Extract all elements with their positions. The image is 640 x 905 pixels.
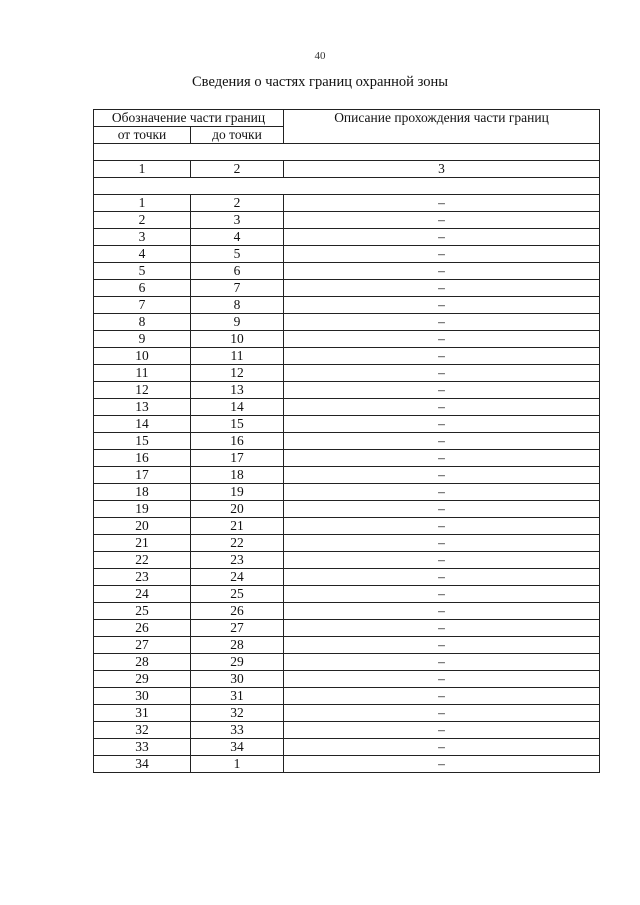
table-row: [94, 450, 600, 467]
description-cell: –: [284, 246, 600, 263]
to-point-cell: 2: [191, 195, 284, 212]
to-point-cell: 12: [191, 365, 284, 382]
to-point-cell: 23: [191, 552, 284, 569]
spacer-cell: [94, 144, 600, 161]
description-cell: –: [284, 212, 600, 229]
table-row: [94, 399, 600, 416]
table-row: [94, 637, 600, 654]
to-point-cell: 1: [191, 756, 284, 773]
from-point-cell: 16: [94, 450, 191, 467]
description-cell: –: [284, 654, 600, 671]
table-row: [94, 535, 600, 552]
table-row: [94, 263, 600, 280]
table-row: [94, 671, 600, 688]
spacer-row: [94, 144, 600, 161]
table-row: [94, 756, 600, 773]
from-point-cell: 7: [94, 297, 191, 314]
description-cell: –: [284, 314, 600, 331]
to-point-cell: 11: [191, 348, 284, 365]
table-row: [94, 467, 600, 484]
description-cell: –: [284, 739, 600, 756]
boundary-parts-table: [93, 109, 600, 773]
from-point-cell: 3: [94, 229, 191, 246]
to-point-cell: 5: [191, 246, 284, 263]
to-point-cell: 18: [191, 467, 284, 484]
description-cell: –: [284, 331, 600, 348]
to-point-cell: 4: [191, 229, 284, 246]
from-point-cell: 28: [94, 654, 191, 671]
header-to-point: до точки: [191, 127, 284, 144]
to-point-cell: 25: [191, 586, 284, 603]
from-point-cell: 22: [94, 552, 191, 569]
table-row: [94, 433, 600, 450]
description-cell: –: [284, 501, 600, 518]
header-description: Описание прохождения части границ: [284, 110, 600, 144]
table-row: [94, 365, 600, 382]
from-point-cell: 20: [94, 518, 191, 535]
description-cell: –: [284, 756, 600, 773]
to-point-cell: 16: [191, 433, 284, 450]
from-point-cell: 10: [94, 348, 191, 365]
from-point-cell: 29: [94, 671, 191, 688]
table-row: [94, 195, 600, 212]
from-point-cell: 31: [94, 705, 191, 722]
from-point-cell: 33: [94, 739, 191, 756]
from-point-cell: 32: [94, 722, 191, 739]
description-cell: –: [284, 688, 600, 705]
table-row: [94, 348, 600, 365]
description-cell: –: [284, 603, 600, 620]
from-point-cell: 18: [94, 484, 191, 501]
to-point-cell: 31: [191, 688, 284, 705]
description-cell: –: [284, 518, 600, 535]
table-row: [94, 739, 600, 756]
description-cell: –: [284, 195, 600, 212]
table-row: [94, 603, 600, 620]
to-point-cell: 15: [191, 416, 284, 433]
to-point-cell: 13: [191, 382, 284, 399]
from-point-cell: 6: [94, 280, 191, 297]
from-point-cell: 12: [94, 382, 191, 399]
table-row: [94, 416, 600, 433]
table-row: [94, 501, 600, 518]
from-point-cell: 27: [94, 637, 191, 654]
table-row: [94, 297, 600, 314]
table-row: [94, 688, 600, 705]
from-point-cell: 1: [94, 195, 191, 212]
gap-cell: [94, 178, 600, 195]
description-cell: –: [284, 433, 600, 450]
to-point-cell: 34: [191, 739, 284, 756]
to-point-cell: 9: [191, 314, 284, 331]
to-point-cell: 8: [191, 297, 284, 314]
to-point-cell: 10: [191, 331, 284, 348]
to-point-cell: 6: [191, 263, 284, 280]
from-point-cell: 21: [94, 535, 191, 552]
description-cell: –: [284, 450, 600, 467]
from-point-cell: 25: [94, 603, 191, 620]
description-cell: –: [284, 229, 600, 246]
table-row: [94, 382, 600, 399]
from-point-cell: 15: [94, 433, 191, 450]
description-cell: –: [284, 705, 600, 722]
to-point-cell: 3: [191, 212, 284, 229]
to-point-cell: 14: [191, 399, 284, 416]
table-row: [94, 246, 600, 263]
from-point-cell: 23: [94, 569, 191, 586]
from-point-cell: 17: [94, 467, 191, 484]
table-row: [94, 212, 600, 229]
from-point-cell: 8: [94, 314, 191, 331]
table-row: [94, 722, 600, 739]
to-point-cell: 19: [191, 484, 284, 501]
table-row: [94, 620, 600, 637]
table-row: [94, 331, 600, 348]
from-point-cell: 11: [94, 365, 191, 382]
description-cell: –: [284, 365, 600, 382]
to-point-cell: 30: [191, 671, 284, 688]
from-point-cell: 13: [94, 399, 191, 416]
to-point-cell: 28: [191, 637, 284, 654]
document-title: Сведения о частях границ охранной зоны: [192, 74, 448, 90]
to-point-cell: 21: [191, 518, 284, 535]
to-point-cell: 22: [191, 535, 284, 552]
description-cell: –: [284, 297, 600, 314]
from-point-cell: 9: [94, 331, 191, 348]
table-row: [94, 314, 600, 331]
table-row: [94, 569, 600, 586]
description-cell: –: [284, 620, 600, 637]
description-cell: –: [284, 722, 600, 739]
description-cell: –: [284, 348, 600, 365]
from-point-cell: 2: [94, 212, 191, 229]
page-number: 40: [314, 50, 326, 62]
from-point-cell: 14: [94, 416, 191, 433]
column-number-row: [94, 161, 600, 178]
description-cell: –: [284, 263, 600, 280]
to-point-cell: 27: [191, 620, 284, 637]
description-cell: –: [284, 586, 600, 603]
description-cell: –: [284, 484, 600, 501]
table-row: [94, 705, 600, 722]
description-cell: –: [284, 467, 600, 484]
column-number-3: 3: [284, 161, 600, 178]
description-cell: –: [284, 552, 600, 569]
header-from-point: от точки: [94, 127, 191, 144]
description-cell: –: [284, 569, 600, 586]
table-row: [94, 280, 600, 297]
to-point-cell: 29: [191, 654, 284, 671]
from-point-cell: 19: [94, 501, 191, 518]
to-point-cell: 7: [191, 280, 284, 297]
table-row: [94, 229, 600, 246]
from-point-cell: 4: [94, 246, 191, 263]
to-point-cell: 32: [191, 705, 284, 722]
from-point-cell: 30: [94, 688, 191, 705]
description-cell: –: [284, 399, 600, 416]
column-number-1: 1: [94, 161, 191, 178]
description-cell: –: [284, 382, 600, 399]
from-point-cell: 5: [94, 263, 191, 280]
to-point-cell: 24: [191, 569, 284, 586]
description-cell: –: [284, 416, 600, 433]
gap-row: [94, 178, 600, 195]
description-cell: –: [284, 280, 600, 297]
from-point-cell: 34: [94, 756, 191, 773]
to-point-cell: 20: [191, 501, 284, 518]
to-point-cell: 33: [191, 722, 284, 739]
column-number-2: 2: [191, 161, 284, 178]
table-row: [94, 654, 600, 671]
table-row: [94, 518, 600, 535]
table-header-row: [94, 110, 600, 127]
table-row: [94, 586, 600, 603]
to-point-cell: 26: [191, 603, 284, 620]
from-point-cell: 26: [94, 620, 191, 637]
from-point-cell: 24: [94, 586, 191, 603]
to-point-cell: 17: [191, 450, 284, 467]
description-cell: –: [284, 671, 600, 688]
description-cell: –: [284, 637, 600, 654]
table-row: [94, 552, 600, 569]
table-row: [94, 484, 600, 501]
description-cell: –: [284, 535, 600, 552]
header-boundary-designation: Обозначение части границ: [94, 110, 284, 127]
